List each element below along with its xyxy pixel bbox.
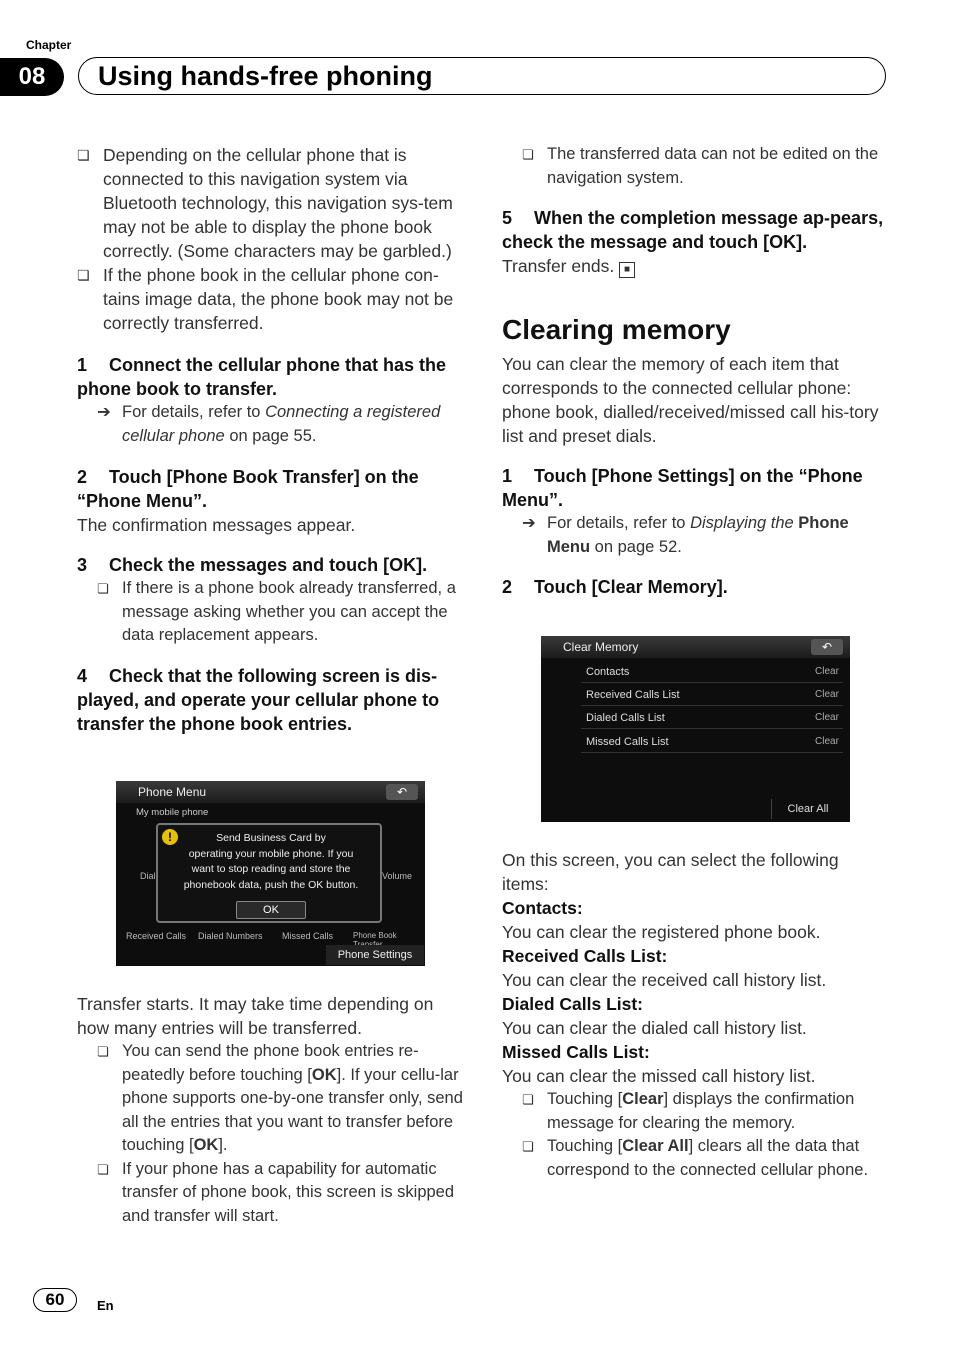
clear-all-button: Clear All <box>771 799 844 819</box>
tab-dialed-numbers: Dialed Numbers <box>198 931 263 941</box>
step-2-clear-memory: 2 Touch [Clear Memory]. <box>502 577 728 597</box>
term-received-calls: Received Calls List: <box>502 946 668 966</box>
step-1-phone-settings: 1 Touch [Phone Settings] on the “Phone Menu”. <box>502 466 863 510</box>
tab-phone-book-transfer: Phone Book <box>353 931 397 940</box>
row-dialed-calls: Dialed Calls List <box>581 708 812 729</box>
select-items-body: On this screen, you can select the following items: <box>502 850 839 894</box>
clear-missed-button: Clear <box>811 732 843 753</box>
desc-received-calls: You can clear the received call history list. <box>502 970 827 990</box>
ref-link-connecting: Connecting a registered cellular phone <box>122 403 441 445</box>
warning-icon: ! <box>162 829 178 845</box>
note-bluetooth-display: ❏ Depending on the cellular phone that is connected to this navigation system via Bluetooth technology, this navigation sys-tem may not be able to display the phone book correctly. (Some characters may be garbled.) <box>77 143 467 263</box>
arrow-icon: ➔ <box>522 514 536 532</box>
note-replacement: ❏ If there is a phone book already transferred, a message asking whether you can accept the data replacement appears. <box>77 577 467 648</box>
phone-settings-button: Phone Settings <box>326 945 424 965</box>
row-missed-calls: Missed Calls List <box>581 732 812 753</box>
note-clear: ❏ Touching [Clear] displays the confirmation message for clearing the memory. <box>502 1088 887 1135</box>
page-number: 60 <box>33 1288 77 1312</box>
term-dialed-calls: Dialed Calls List: <box>502 994 644 1014</box>
term-contacts: Contacts: <box>502 898 583 918</box>
clear-contacts-button: Clear <box>811 662 843 683</box>
step-2-body: The confirmation messages appear. <box>77 515 356 535</box>
row-contacts: Contacts <box>581 662 812 683</box>
desc-contacts: You can clear the registered phone book. <box>502 922 821 942</box>
transfer-starts-body: Transfer starts. It may take time depending on how many entries will be transferred. <box>77 994 434 1038</box>
phone-menu-screenshot <box>116 781 425 966</box>
ok-button: OK <box>236 901 306 919</box>
back-icon: ↶ <box>386 784 418 800</box>
row-received-calls: Received Calls List <box>581 685 812 706</box>
section-intro: You can clear the memory of each item that corresponds to the connected cellular phone: phone book, dialled/received/missed call his-tory list and preset dials. <box>502 354 879 446</box>
note-send-repeatedly: ❏ You can send the phone book entries re-peatedly before touching [OK]. If your cellu-lar phone supports one-by-one transfer only, send all the entries that you want to transfer before touching [OK]. <box>77 1040 467 1158</box>
step-5-body: Transfer ends. ■ <box>502 254 887 278</box>
tab-missed-calls: Missed Calls <box>282 931 334 941</box>
term-missed-calls: Missed Calls List: <box>502 1042 650 1062</box>
clear-dialed-button: Clear <box>811 708 843 729</box>
step-1-connect: 1 Connect the cellular phone that has the phone book to transfer. <box>77 355 447 399</box>
side-dial: Dial <box>140 871 156 881</box>
clear-memory-title: Clear Memory <box>541 636 850 658</box>
desc-missed-calls: You can clear the missed call history list. <box>502 1066 816 1086</box>
step-3-check-messages: 3 Check the messages and touch [OK]. <box>77 555 428 575</box>
ref-connecting: ➔ For details, refer to Connecting a registered cellular phone on page 55. <box>97 403 441 445</box>
note-automatic-transfer: ❏ If your phone has a capability for automatic transfer of phone book, this screen is skipped and transfer will start. <box>77 1158 467 1229</box>
language-label: En <box>97 1298 114 1313</box>
chapter-label: Chapter <box>26 38 72 52</box>
note-not-editable: ❏ The transferred data can not be edited on the navigation system. <box>502 143 887 190</box>
end-mark-icon: ■ <box>619 262 635 278</box>
right-column <box>502 143 887 599</box>
note-clear-all: ❏ Touching [Clear All] clears all the data that correspond to the connected cellular phone. <box>502 1135 887 1182</box>
step-4-transfer: 4 Check that the following screen is dis-played, and operate your cellular phone to transfer the phone book entries. <box>77 665 440 734</box>
side-volume: Volume <box>382 871 413 881</box>
arrow-icon: ➔ <box>97 403 111 421</box>
back-icon: ↶ <box>811 639 843 655</box>
tab-received-calls: Received Calls <box>126 931 187 941</box>
step-2-phone-book-transfer: 2 Touch [Phone Book Transfer] on the “Phone Menu”. <box>77 467 419 511</box>
desc-dialed-calls: You can clear the dialed call history list. <box>502 1018 807 1038</box>
chapter-number: 08 <box>0 58 64 96</box>
dialog-message: Send Business Card by operating your mobile phone. If you want to stop reading and store the phonebook data, push the OK button. <box>183 832 359 891</box>
note-image-data: ❏ If the phone book in the cellular phone con-tains image data, the phone book may not be correctly transferred. <box>77 263 467 335</box>
left-column-continued <box>77 992 467 1228</box>
phone-menu-title: Phone Menu <box>116 781 425 803</box>
step-5-completion: 5 When the completion message ap-pears, check the message and touch [OK]. <box>502 208 884 252</box>
clear-memory-screenshot <box>541 636 850 822</box>
left-column <box>77 143 467 736</box>
ref-displaying-phone-menu: ➔ For details, refer to Displaying the Phone Menu on page 52. <box>522 514 849 556</box>
phone-name: My mobile phone <box>136 807 209 818</box>
chapter-title: Using hands-free phoning <box>98 61 433 91</box>
clear-received-button: Clear <box>811 685 843 706</box>
section-title-clearing-memory: Clearing memory <box>502 314 731 345</box>
right-column-continued <box>502 848 887 1182</box>
